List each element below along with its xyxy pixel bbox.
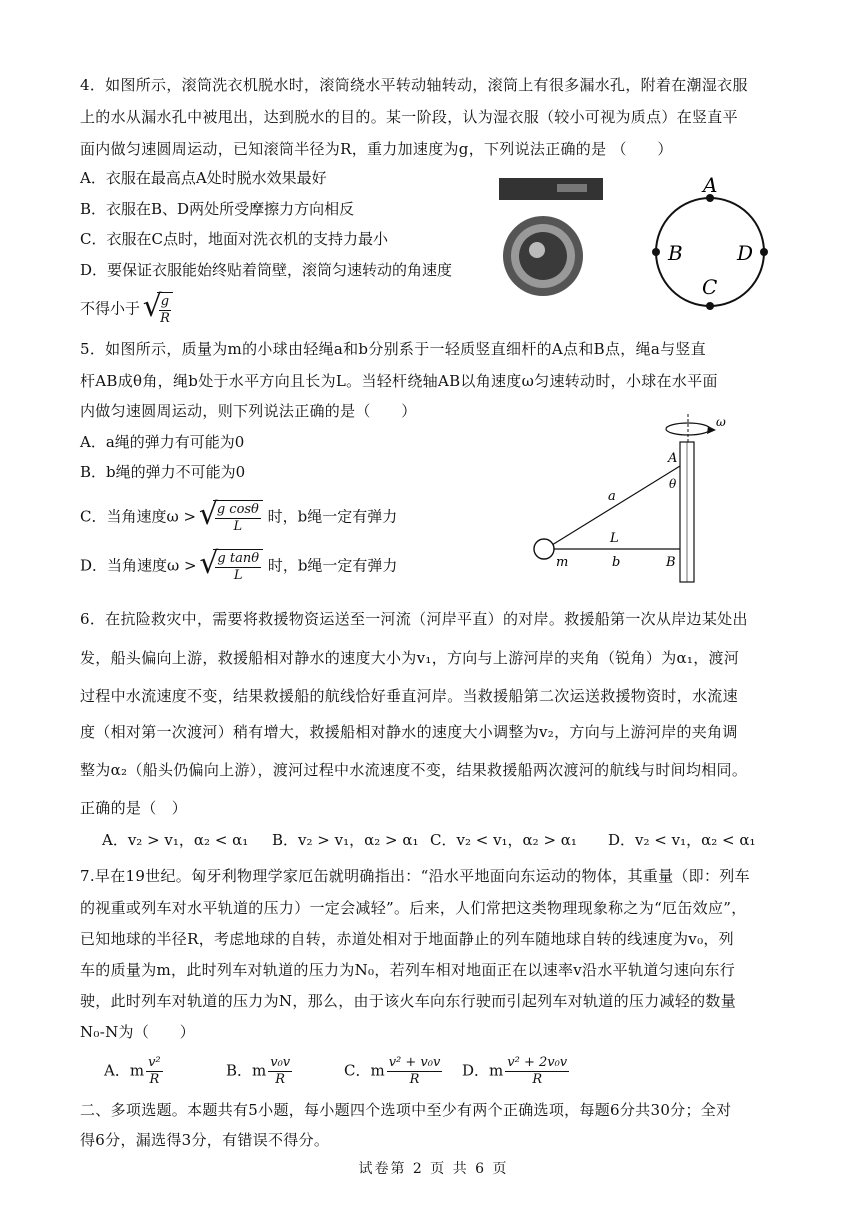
machine-top-panel [499,178,603,200]
page-footer: 试卷第 2 页 共 6 页 [358,1161,509,1177]
q5-d-sqrt [201,549,263,584]
q6-stem-line-3: 过程中水流速度不变，结果救援船的航线恰好垂直河岸。当救援船第二次运送救援物资时，水流速 [80,687,738,705]
label-a: A [703,173,718,197]
q5-option-d [80,549,397,584]
q7-stem-line-1: 7.早在19世纪。匈牙利物理学家厄缶就明确指出：“沿水平地面向东运动的物体，其重量（即：列车 [80,867,750,885]
label-rope-a: a [608,489,616,504]
q4-frac-num: √ g [160,294,170,309]
q6-stem-line-5: 整为α₂（船头仍偏向上游），渡河过程中水流速度不变，结果救援船两次渡河的航线与时间均相同。 [80,761,748,779]
q7-stem-line-4: 车的质量为m，此时列车对轨道的压力为N₀，若列车相对地面正在以速率v沿水平轨道匀速向东行 [80,961,736,979]
q7-d-num: v² + 2v₀v [507,1055,568,1070]
q7-a-den: R [149,1072,160,1087]
label-b: B [668,241,683,265]
label-mass-m: m [556,555,569,570]
q7-stem-line-6: N₀-N为（ ） [80,1023,196,1041]
q4-option-b: B．衣服在B、D两处所受摩擦力方向相反 [80,200,355,218]
q5-option-b: B．b绳的弹力不可能为0 [80,463,246,481]
q5-stem-line-3: 内做匀速圆周运动，则下列说法正确的是（ ） [80,402,417,420]
q4-option-a: A．衣服在最高点A处时脱水效果最好 [80,169,327,187]
q6-stem-line-1: 6．在抗险救灾中，需要将救援物资运送至一河流（河岸平直）的对岸。救援船第一次从岸边某处出 [80,610,748,628]
machine-drum [519,232,567,280]
label-d: D [737,241,754,265]
label-point-a: A [668,451,678,466]
q7-stem-line-2: 的视重或列车对水平轨道的压力）一定会减轻”。后来，人们常把这类物理现象称之为“厄缶效应”， [80,899,747,917]
q7-option-c [344,1055,444,1088]
q7-d-den: R [532,1072,543,1087]
q7-b-num: v₀v [270,1055,291,1070]
q5-c-den: L [233,519,243,534]
q5-option-d-post: 时，b绳一定有弹力 [267,556,398,575]
q6-stem-line-2: 发，船头偏向上游，救援船相对静水的速度大小为v₁，方向与上游河岸的夹角（锐角）为α₁，渡河 [80,649,740,667]
washing-machine-photo [497,176,607,306]
q7-stem-line-5: 驶，此时列车对轨道的压力为N，那么，由于该火车向东行驶而引起列车对轨道的压力减轻的数量 [80,992,737,1010]
q6-option-a: A．v₂ > v₁，α₂ < α₁ [102,831,249,849]
q7-option-a [104,1055,165,1088]
q4-option-d-text: 不得小于 [80,299,141,318]
q6-stem-line-4: 度（相对第一次渡河）稍有增大，救援船相对静水的速度大小调整为v₂，方向与上游河岸的夹角调 [80,723,738,741]
q7-a-label: A．m [104,1061,145,1080]
q6-option-b: B．v₂ > v₁，α₂ > α₁ [272,831,419,849]
q7-b-den: R [275,1072,286,1087]
q5-c-num: √ g cosθ [216,502,259,517]
q5-c-sqrt [201,500,263,535]
ball [534,539,554,559]
point-c-dot [706,302,714,310]
q7-option-b [226,1055,294,1088]
q5-option-a: A．a绳的弹力有可能为0 [80,433,245,451]
label-length-l: L [610,531,619,546]
q5-rod-diagram [528,412,748,588]
q5-option-c [80,500,397,535]
label-rope-b: b [612,555,621,570]
q7-c-num: v² + v₀v [388,1055,441,1070]
machine-display [557,184,587,192]
label-theta: θ [669,477,677,491]
q6-option-c: C．v₂ < v₁，α₂ > α₁ [430,831,577,849]
label-point-b: B [666,555,676,570]
q7-stem-line-3: 已知地球的半径R，考虑地球的自转，赤道处相对于地面静止的列车随地球自转的线速度为v₀，列 [80,930,734,948]
q5-d-num: √ g tanθ [217,551,260,566]
q7-c-den: R [409,1072,420,1087]
q4-stem-line-2: 上的水从漏水孔中被甩出，达到脱水的目的。某一阶段，认为湿衣服（较小可视为质点）在竖直平 [80,108,738,126]
machine-reflection [529,242,545,258]
q6-option-d: D．v₂ < v₁，α₂ < α₁ [608,831,756,849]
q5-option-c-pre: C．当角速度ω > [80,507,197,526]
q7-a-num: v² [148,1055,161,1070]
q4-option-d-cont [80,292,173,327]
q6-stem-line-6: 正确的是（ ） [80,799,188,817]
point-d-dot [760,248,768,256]
q4-option-d: D．要保证衣服能始终贴着筒壁，滚筒匀速转动的角速度 [80,261,453,279]
q5-stem-line-2: 杆AB成θ角，绳b处于水平方向且长为L。当轻杆绕轴AB以角速度ω匀速转动时，小球在水平面 [80,372,718,390]
q5-option-c-post: 时，b绳一定有弹力 [267,507,398,526]
q5-stem-line-1: 5．如图所示，质量为m的小球由轻绳a和b分别系于一轻质竖直细杆的A点和B点，绳a与竖直 [80,340,707,358]
q4-option-c: C．衣服在C点时，地面对洗衣机的支持力最小 [80,230,388,248]
q7-option-d [462,1055,571,1088]
q7-c-label: C．m [344,1061,385,1080]
section2-heading-line-1: 二、多项选题。本题共有5小题，每小题四个选项中至少有两个正确选项，每题6分共30分；全对 [80,1101,732,1119]
q4-frac-den: R [160,311,170,326]
q5-d-den: L [233,568,243,583]
q7-b-label: B．m [226,1061,267,1080]
rotation-arrowhead [707,426,716,434]
q4-stem-line-1: 4．如图所示，滚筒洗衣机脱水时，滚筒绕水平转动轴转动，滚筒上有很多漏水孔，附着在潮湿衣服 [80,76,748,94]
q4-circle-diagram [640,168,780,318]
q5-option-d-pre: D．当角速度ω > [80,556,197,575]
label-omega: ω [716,415,726,429]
q7-d-label: D．m [462,1061,504,1080]
label-c: C [702,275,718,299]
section2-heading-line-2: 得6分，漏选得3分，有错误不得分。 [80,1131,330,1149]
point-b-dot [652,248,660,256]
q4-stem-line-3: 面内做匀速圆周运动，已知滚筒半径为R，重力加速度为g，下列说法正确的是 （ ） [80,140,673,158]
q4-sqrt [145,292,173,327]
